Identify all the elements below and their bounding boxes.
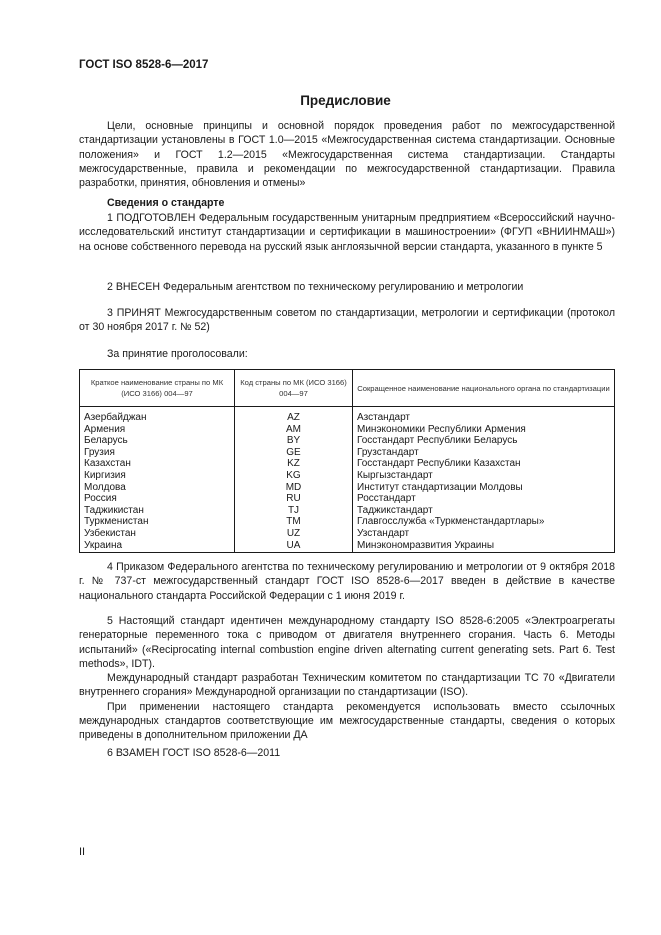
header-national-body: Сокращенное наименование национального органа по стандартизации: [353, 370, 615, 407]
document-code: ГОСТ ISO 8528-6—2017: [79, 59, 209, 71]
country-code: BY: [235, 435, 353, 447]
item-4-block: [79, 560, 615, 603]
item-4: 4 Приказом Федерального агентства по техническому регулированию и метрологии от 9 октября 2018 г. № 737-ст межгосударственный стандарт ГОСТ ISO 8528-6—2017 введен в действие в качестве национального стандарта Российской Федерации с 1 июня 2019 г.: [79, 561, 615, 602]
page-number: II: [79, 846, 86, 858]
country-name: Азербайджан: [80, 407, 235, 424]
country-code: RU: [235, 493, 353, 505]
country-code: GE: [235, 447, 353, 459]
voting-table: [79, 369, 615, 553]
vote-intro-block: [79, 347, 615, 361]
country-name: Таджикистан: [80, 505, 235, 517]
national-body: Госстандарт Республики Беларусь: [353, 435, 615, 447]
header-country-name: Краткое наименование страны по МК (ИСО 3166) 004—97: [80, 370, 235, 407]
item-3: 3 ПРИНЯТ Межгосударственным советом по стандартизации, метрологии и сертификации (протокол от 30 ноября 2017 г. № 52): [79, 307, 615, 334]
vote-intro: За принятие проголосовали:: [107, 348, 248, 360]
country-code: AZ: [235, 407, 353, 424]
item-5: 5 Настоящий стандарт идентичен международному стандарту ISO 8528-6:2005 «Электроагрегаты генераторные переменного тока с приводом от двигателя внутреннего сгорания. Часть 6. Методы испытаний» («Reciprocating internal combustion engine driven alternating current generating sets. Part 6. Test methods», IDT).: [79, 615, 615, 670]
country-name: Украина: [80, 540, 235, 553]
country-name: Узбекистан: [80, 528, 235, 540]
item-5-paragraph-2: Международный стандарт разработан Техническим комитетом по стандартизации ТС 70 «Двигатели внутреннего сгорания» Международной организации по стандартизации (ISO).: [79, 672, 615, 699]
info-heading: Сведения о стандарте: [107, 197, 225, 209]
country-name: Киргизия: [80, 470, 235, 482]
country-code: TJ: [235, 505, 353, 517]
item-5-block: [79, 614, 615, 743]
national-body: Таджикстандарт: [353, 505, 615, 517]
item-6-block: [79, 746, 615, 760]
table-row: [80, 447, 615, 459]
national-body: Минэкономики Республики Армения: [353, 424, 615, 436]
national-body: Госстандарт Республики Казахстан: [353, 458, 615, 470]
table-row: [80, 435, 615, 447]
country-name: Армения: [80, 424, 235, 436]
country-code: KG: [235, 470, 353, 482]
national-body: Росстандарт: [353, 493, 615, 505]
country-name: Туркменистан: [80, 516, 235, 528]
item-2-block: [79, 280, 615, 294]
header-country-code: Код страны по МК (ИСО 3166) 004—97: [235, 370, 353, 407]
country-code: KZ: [235, 458, 353, 470]
country-code: UZ: [235, 528, 353, 540]
country-code: MD: [235, 482, 353, 494]
item-1: 1 ПОДГОТОВЛЕН Федеральным государственным унитарным предприятием «Всероссийский научно-исследовательский институт стандартизации и сертификации в машиностроении» (ФГУП «ВНИИНМАШ») на основе собственного перевода на русский язык англоязычной версии стандарта, указанного в пункте 5: [79, 212, 615, 253]
info-heading-block: [79, 196, 615, 210]
table-row: [80, 493, 615, 505]
national-body: Институт стандартизации Молдовы: [353, 482, 615, 494]
national-body: Кыргызстандарт: [353, 470, 615, 482]
national-body: Узстандарт: [353, 528, 615, 540]
country-name: Беларусь: [80, 435, 235, 447]
table-row: [80, 516, 615, 528]
intro-paragraph: Цели, основные принципы и основной порядок проведения работ по межгосударственной стандартизации установлены в ГОСТ 1.0—2015 «Межгосударственная система стандартизации. Основные положения» и ГОСТ 1.2—2015 «Межгосударственная система стандартизации. Стандарты межгосударственные, правила и рекомендации по межгосударственной стандартизации. Правила разработки, принятия, обновления и отмены»: [79, 120, 615, 190]
item-2: 2 ВНЕСЕН Федеральным агентством по техническому регулированию и метрологии: [107, 281, 524, 293]
table-row: [80, 505, 615, 517]
country-code: AM: [235, 424, 353, 436]
national-body: Грузстандарт: [353, 447, 615, 459]
item-5-paragraph-3: При применении настоящего стандарта рекомендуется использовать вместо ссылочных международных стандартов соответствующие им межгосударственные стандарты, сведения о которых приведены в дополнительном приложении ДА: [79, 700, 615, 742]
national-body: Минэкономразвития Украины: [353, 540, 615, 553]
table-row: [80, 482, 615, 494]
item-3-block: [79, 306, 615, 335]
item-6: 6 ВЗАМЕН ГОСТ ISO 8528-6—2011: [107, 747, 281, 759]
table-row: [80, 470, 615, 482]
country-name: Молдова: [80, 482, 235, 494]
table-header-row: [80, 370, 615, 407]
table-row: [80, 458, 615, 470]
item-1-block: [79, 211, 615, 254]
country-code: UA: [235, 540, 353, 553]
country-name: Россия: [80, 493, 235, 505]
table-row: [80, 540, 615, 553]
intro-block: [79, 119, 615, 190]
country-code: TM: [235, 516, 353, 528]
national-body: Главгосслужба «Туркменстандартлары»: [353, 516, 615, 528]
country-name: Казахстан: [80, 458, 235, 470]
national-body: Азстандарт: [353, 407, 615, 424]
table-row: [80, 424, 615, 436]
country-name: Грузия: [80, 447, 235, 459]
table-row: [80, 407, 615, 424]
page-title: Предисловие: [300, 93, 391, 108]
table-row: [80, 528, 615, 540]
